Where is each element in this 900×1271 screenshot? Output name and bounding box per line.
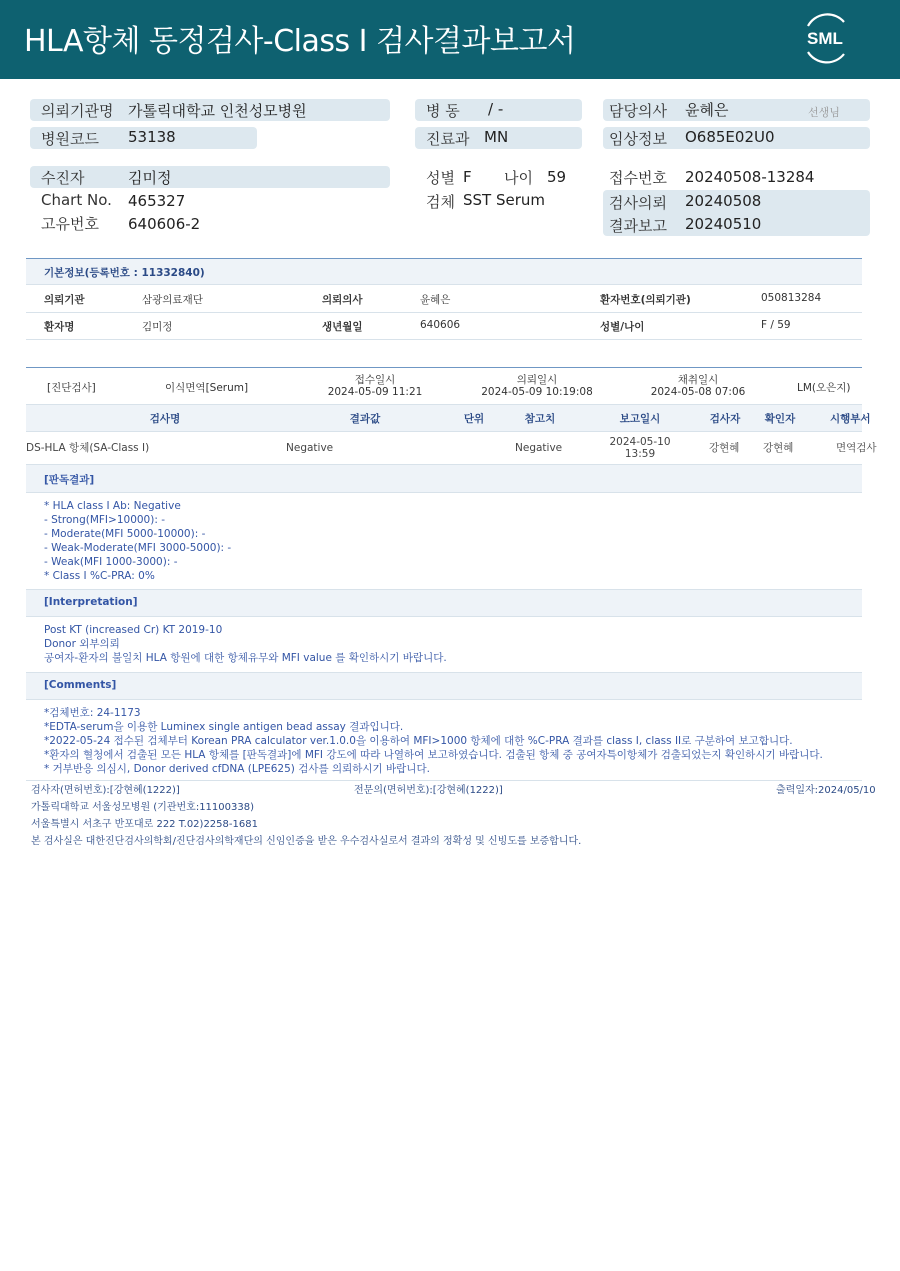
row-reference: Negative [515,442,563,454]
test-req-label: 의뢰일시 [516,374,558,386]
judgement-line: - Moderate(MFI 5000-10000): - [44,528,206,540]
basic-dob-value: 640606 [420,319,461,331]
interpretation-header [26,590,862,616]
divider [26,699,862,700]
hospcode-value: 53138 [128,128,176,146]
sex-label: 성별 [426,169,455,187]
req-label: 검사의뢰 [609,194,667,212]
interpretation-line: Donor 외부의뢰 [44,638,120,650]
col-tester: 검사자 [709,413,741,425]
row-tester: 강현혜 [709,442,740,454]
recv-label: 접수번호 [609,169,667,187]
comment-line: *환자의 혈청에서 검출된 모든 HLA 항체를 [판독결과]에 MFI 강도에 따라 나열하여 보고하였습니다. 검출된 항체 중 공여자특이항체가 검출되었는지 확인하시기 바랍니다. [44,749,823,761]
test-coll-label: 채취일시 [677,374,719,386]
dept-value: MN [484,128,509,146]
row-dept-clip [820,436,877,458]
basic-doc-label: 의뢰의사 [322,294,363,306]
row-report-date: 2024-05-10 [609,436,671,448]
age-value: 59 [547,168,567,186]
ward-value: / - [488,100,504,118]
rep-label: 결과보고 [609,217,667,235]
hospital-label: 의뢰기관명 [41,102,114,120]
judgement-line: - Weak-Moderate(MFI 3000-5000): - [44,542,232,554]
footer-tester: 검사자(면허번호):[강현혜(1222)] [31,785,180,796]
clinical-label: 임상정보 [609,130,667,148]
uid-label: 고유번호 [41,215,99,233]
footer-printed: 출력일자:2024/05/10 [776,785,876,796]
footer-specialist: 전문의(면허번호):[강현혜(1222)] [354,785,503,796]
col-unit: 단위 [463,413,485,425]
row-report-time: 13:59 [624,448,656,460]
judgement-title: [판독결과] [44,474,95,486]
footer-institution: 가톨릭대학교 서울성모병원 (기관번호:11100338) [31,802,254,813]
judgement-line: * HLA class I Ab: Negative [44,500,181,512]
specimen-label: 검체 [426,193,455,211]
req-value: 20240508 [685,192,762,210]
dept-label: 진료과 [426,130,470,148]
basic-inst-value: 삼광의료재단 [142,294,203,306]
test-category: [진단검사] [47,382,96,394]
row-test-name: DS-HLA 항체(SA-Class I) [26,442,150,454]
col-test-name: 검사명 [149,413,181,425]
row-dept: 면역검사 [836,442,877,454]
basic-dob-label: 생년월일 [322,321,363,333]
doctor-value: 윤혜은 [685,101,729,119]
basic-doc-value: 윤혜은 [420,294,451,306]
comment-line: * 거부반응 의심시, Donor derived cfDNA (LPE625) 검사를 의뢰하시기 바랍니다. [44,763,430,775]
basic-inst-label: 의뢰기관 [44,294,85,306]
report-title: HLA항체 동정검사-Class I 검사결과보고서 [24,24,576,59]
test-req-value: 2024-05-09 10:19:08 [481,386,593,398]
chart-label: Chart No. [41,191,112,209]
col-dept-clip [810,404,871,432]
comment-line: *EDTA-serum을 이용한 Luminex single antigen bead assay 결과입니다. [44,721,404,733]
sex-value: F [463,168,472,186]
clinical-value: O685E02U0 [685,128,775,146]
chart-value: 465327 [128,192,186,210]
basic-sexage-label: 성별/나이 [600,321,645,333]
divider [26,339,862,340]
interpretation-line: Post KT (increased Cr) KT 2019-10 [44,624,223,636]
col-checker: 확인자 [764,413,796,425]
patient-label: 수진자 [41,169,85,187]
divider [26,780,862,781]
col-dept: 시행부서 [830,413,871,425]
divider [26,312,862,313]
rep-value: 20240510 [685,215,762,233]
col-result: 결과값 [349,413,381,425]
basic-name-label: 환자명 [44,321,75,333]
test-recv-value: 2024-05-09 11:21 [327,386,423,398]
comment-line: *검체번호: 24-1173 [44,707,141,719]
test-location: LM(오은지) [797,382,851,394]
hospcode-label: 병원코드 [41,130,99,148]
basic-info-title: 기본정보(등록번호 : 11332840) [44,267,205,279]
judgement-line: * Class I %C-PRA: 0% [44,570,155,582]
basic-name-value: 김미정 [142,321,173,333]
hospital-value: 가톨릭대학교 인천성모병원 [128,102,307,120]
col-report-date: 보고일시 [619,413,661,425]
divider [26,616,862,617]
ward-label: 병 동 [426,102,460,120]
sml-logo-text: SML [807,29,843,48]
doctor-suffix: 선생님 [808,106,840,119]
interpretation-line: 공여자-환자의 불일치 HLA 항원에 대한 항체유무와 MFI value 를 확인하시기 바랍니다. [44,652,447,664]
judgement-line: - Strong(MFI>10000): - [44,514,165,526]
row-checker: 강현혜 [763,442,794,454]
judgement-header [26,465,862,492]
basic-pno-label: 환자번호(의뢰기관) [600,294,691,306]
row-result: Negative [286,442,334,454]
basic-sexage-value: F / 59 [761,319,791,331]
footer-certification: 본 검사실은 대한진단검사의학회/진단검사의학재단의 신임인증을 받은 우수검사실로서 결과의 정확성 및 신빙도를 보증합니다. [31,836,582,847]
report-header [0,0,900,79]
test-recv-label: 접수일시 [354,374,396,386]
uid-value: 640606-2 [128,215,201,233]
test-coll-value: 2024-05-08 07:06 [650,386,746,398]
comments-header [26,673,862,699]
recv-value: 20240508-13284 [685,168,815,186]
specimen-value: SST Serum [463,191,546,209]
comment-line: *2022-05-24 접수된 검체부터 Korean PRA calculator ver.1.0.0을 이용하여 MFI>1000 항체에 대한 %C-PRA 결과를 class I, class II로 구분하여 보고합니다. [44,735,793,747]
patient-value: 김미정 [128,169,172,187]
basic-pno-value: 050813284 [761,292,822,304]
divider [26,284,862,285]
footer-printed-clip [760,784,876,800]
interpretation-title: [Interpretation] [44,596,138,608]
footer-address: 서울특별시 서초구 반포대로 222 T.02)2258-1681 [31,819,258,830]
divider [26,492,862,493]
age-label: 나이 [504,169,533,187]
judgement-line: - Weak(MFI 1000-3000): - [44,556,178,568]
sml-logo [800,12,850,62]
col-reference: 참고치 [524,413,556,425]
test-type: 이식면역[Serum] [165,382,249,394]
comments-title: [Comments] [44,679,117,691]
doctor-label: 담당의사 [609,102,667,120]
